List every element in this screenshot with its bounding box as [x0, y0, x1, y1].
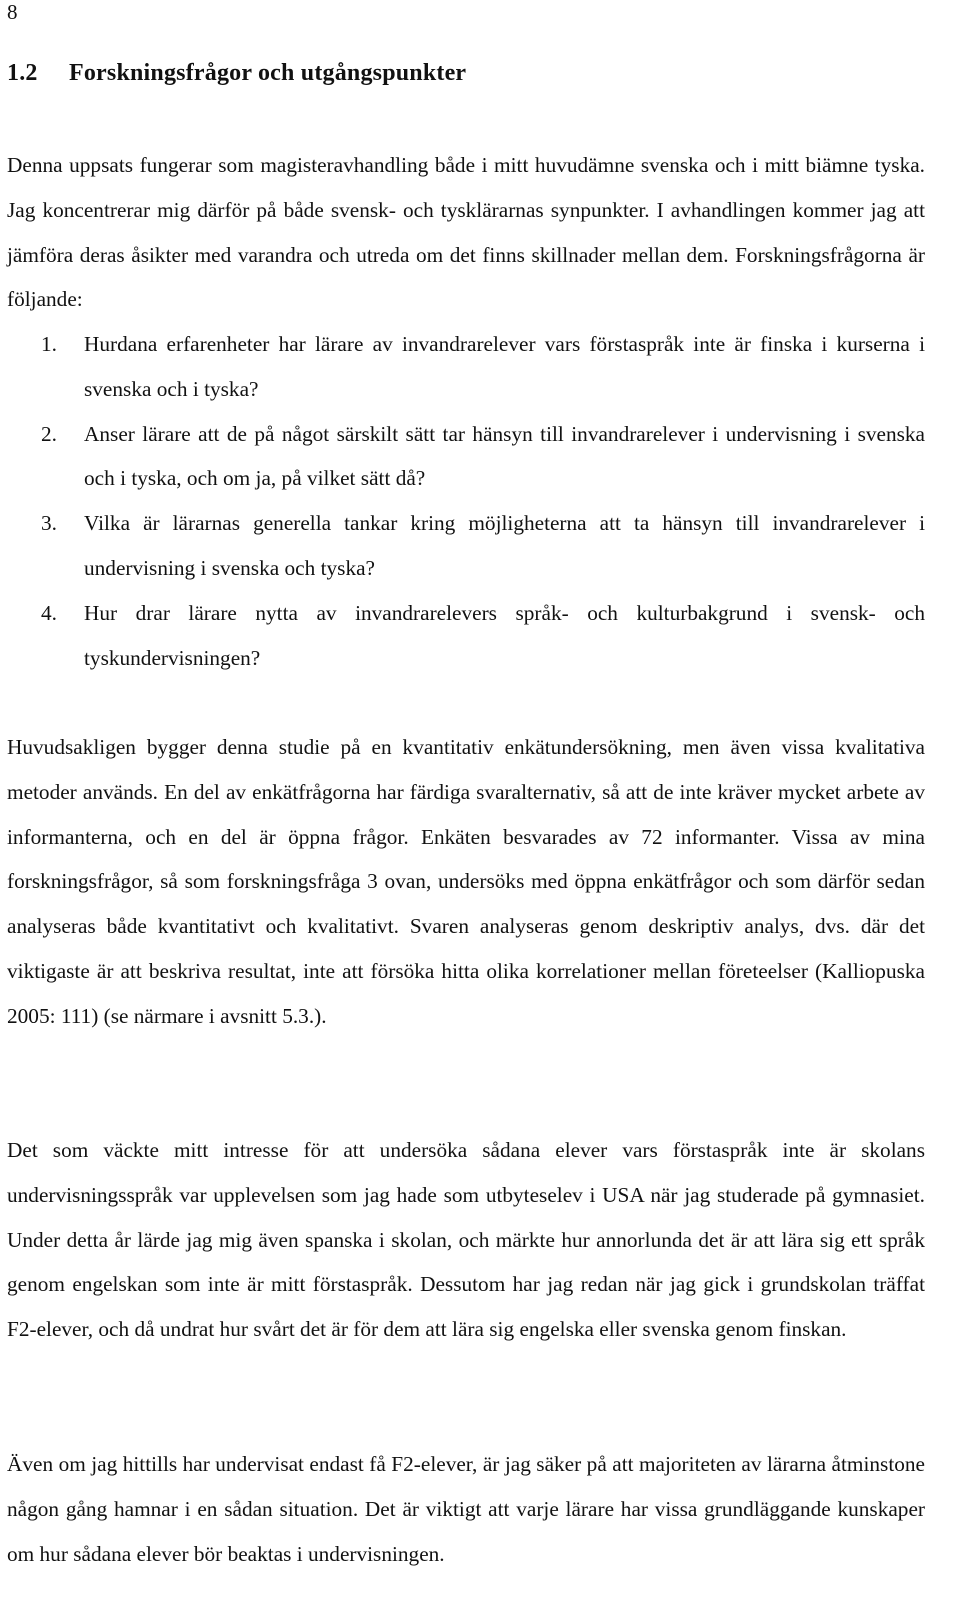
question-text: Hur drar lärare nytta av invandrarelevers språk- och kulturbakgrund i svensk- och tyskundervisningen?: [84, 600, 925, 670]
research-questions-list: [7, 322, 925, 680]
question-text: Hurdana erfarenheter har lärare av invandrarelever vars förstaspråk inte är finska i kurserna i svenska och i tyska?: [84, 332, 925, 401]
question-text: Anser lärare att de på något särskilt sätt tar hänsyn till invandrarelever i undervisning i svenska och i tyska, och om ja, på vilket sätt då?: [84, 421, 925, 491]
closing-paragraph: Även om jag hittills har undervisat endast få F2-elever, är jag säker på att majoriteten av lärarna åtminstone någon gång hamnar i en sådan situation. Det är viktigt att varje lärare har vissa grundläggande kunskaper om hur sådana elever bör beaktas i undervisningen.: [7, 1452, 925, 1566]
question-number: 2.: [41, 421, 57, 446]
research-question: [7, 501, 925, 591]
question-number: 1.: [41, 332, 57, 356]
section-title: Forskningsfrågor och utgångspunkter: [69, 60, 467, 86]
intro-paragraph: Denna uppsats fungerar som magisteravhandling både i mitt huvudämne svenska och i mitt biämne tyska. Jag koncentrerar mig därför på både svensk- och tysklärarnas synpunkter. I avhandlingen kommer jag att jämföra deras åsikter med varandra och utreda om det finns skillnader mellan dem. Forskningsfrågorna är följande:: [7, 153, 925, 312]
question-number: 3.: [41, 511, 57, 536]
section-number: 1.2: [7, 60, 38, 86]
motivation-paragraph: Det som väckte mitt intresse för att undersöka sådana elever vars förstaspråk inte är skolans undervisningsspråk var upplevelsen som jag hade som utbyteselev i USA när jag studerade på gymnasiet. Under detta år lärde jag mig även spanska i skolan, och märkte hur annorlunda det är att lära sig ett språk genom engelskan som inte är mitt förstaspråk. Dessutom har jag redan när jag gick i grundskolan träffat F2-elever, och då undrat hur svårt det är för dem att lära sig engelska eller svenska genom finskan.: [7, 1138, 925, 1342]
page-number: 8: [7, 0, 18, 24]
question-text: Vilka är lärarnas generella tankar kring möjligheterna att ta hänsyn till invandrarelever i undervisning i svenska och tyska?: [84, 511, 925, 580]
question-number: 4.: [41, 600, 57, 625]
research-question: [7, 412, 925, 502]
section-heading: [7, 58, 466, 88]
research-question: [7, 591, 925, 681]
research-question: [7, 322, 925, 412]
method-paragraph: Huvudsakligen bygger denna studie på en kvantitativ enkätundersökning, men även vissa kvalitativa metoder används. En del av enkätfrågorna har färdiga svaralternativ, så att de inte kräver mycket arbete av informanterna, och en del är öppna frågor. Enkäten besvarades av 72 informanter. Vissa av mina forskningsfrågor, så som forskningsfråga 3 ovan, undersöks med öppna enkätfrågor och som därför sedan analyseras både kvantitativt och kvalitativt. Svaren analyseras genom deskriptiv analys, dvs. där det viktigaste är att beskriva resultat, inte att försöka hitta olika korrelationer mellan företeelser (Kalliopuska 2005: 111) (se närmare i avsnitt 5.3.).: [7, 735, 925, 1028]
